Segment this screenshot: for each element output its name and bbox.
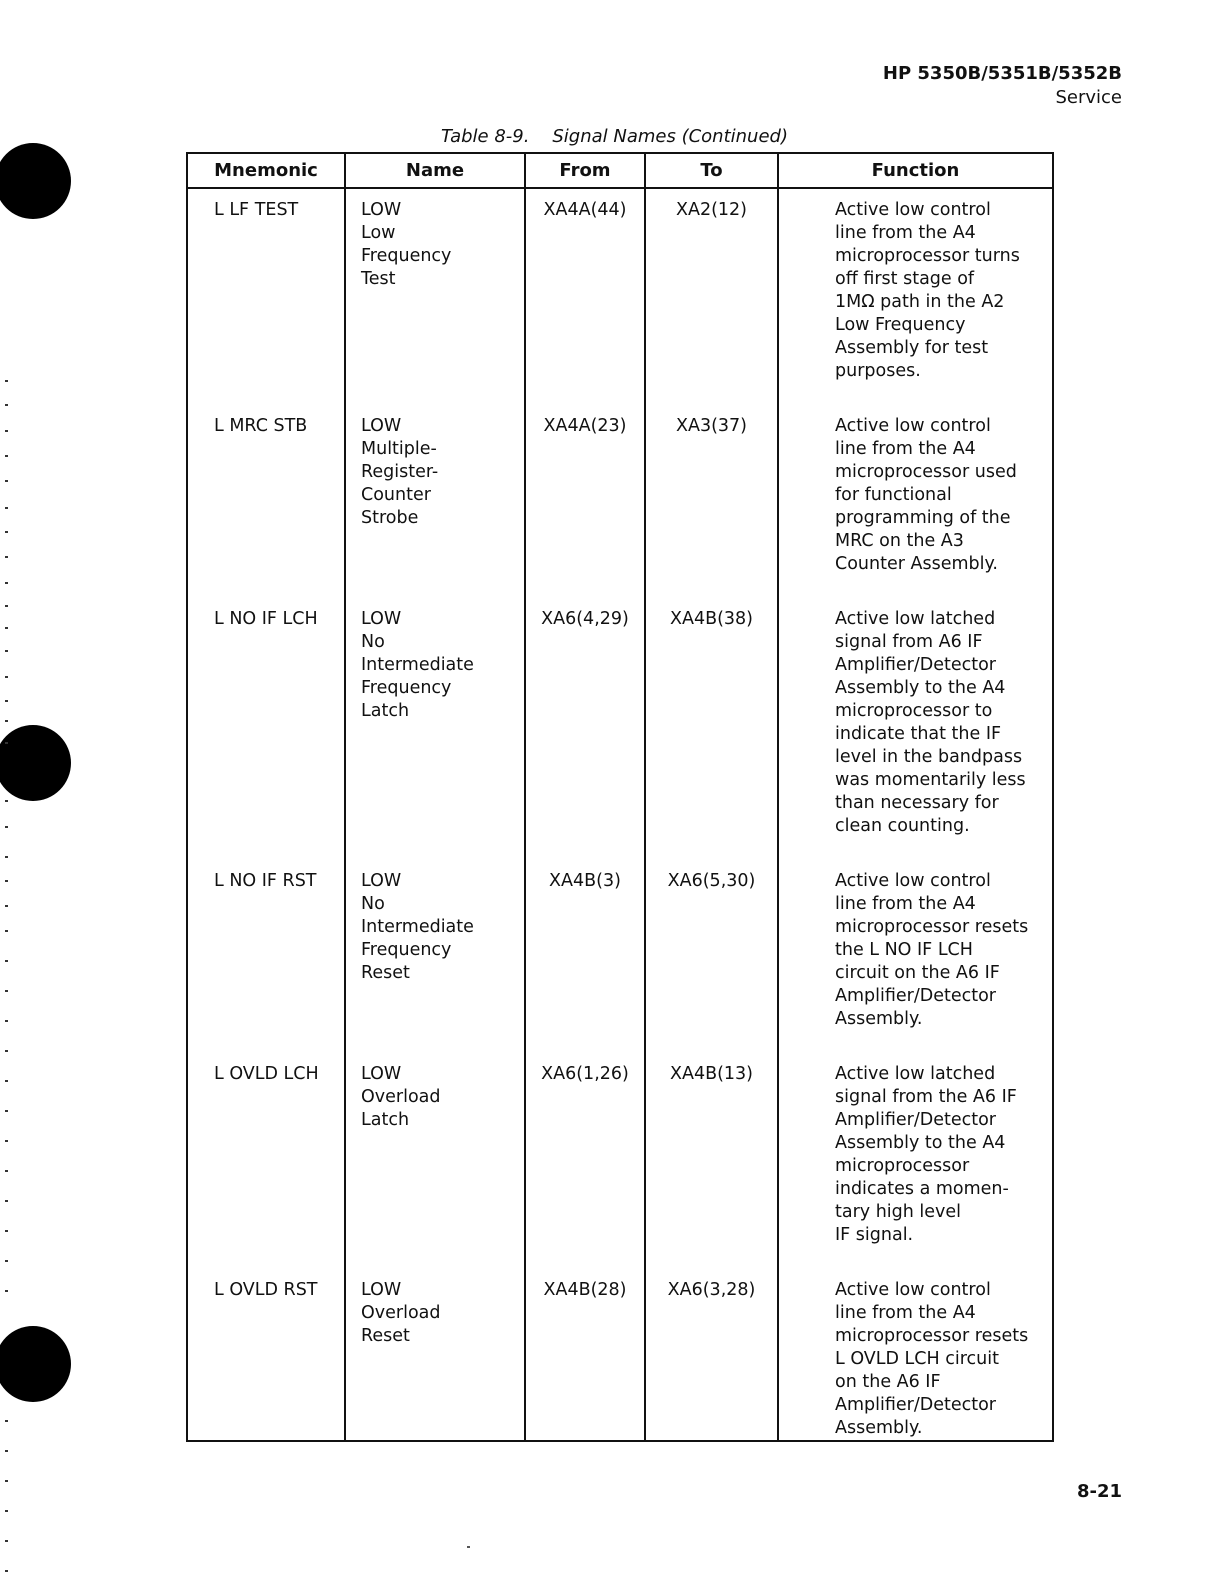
function-line: Amplifier/Detector <box>835 986 996 1006</box>
to-cell: XA6(5,30) <box>645 860 778 1053</box>
to-cell: XA4B(38) <box>645 598 778 860</box>
name-line: Reset <box>361 1326 410 1346</box>
function-line: 1MΩ path in the A2 <box>835 292 1005 312</box>
name-cell <box>345 405 525 598</box>
scan-speck <box>467 1546 470 1548</box>
function-line: purposes. <box>835 361 921 381</box>
mnemonic-cell: L NO IF RST <box>187 860 345 1053</box>
function-cell <box>778 1053 1053 1269</box>
scan-tick <box>5 1570 8 1572</box>
table-body <box>187 188 1053 1441</box>
scan-tick <box>5 930 8 932</box>
function-line: microprocessor to <box>835 701 993 721</box>
scan-tick <box>5 826 8 828</box>
function-line: on the A6 IF <box>835 1372 941 1392</box>
scan-tick <box>5 1050 8 1052</box>
scan-tick <box>5 1020 8 1022</box>
name-line: LOW <box>361 609 402 629</box>
scan-tick <box>5 1140 8 1142</box>
function-line: line from the A4 <box>835 1303 976 1323</box>
function-line: signal from A6 IF <box>835 632 983 652</box>
to-cell: XA2(12) <box>645 188 778 405</box>
page-header <box>883 62 1122 110</box>
function-line: line from the A4 <box>835 439 976 459</box>
name-line: No <box>361 632 385 652</box>
function-line: than necessary for <box>835 793 999 813</box>
function-line: L OVLD LCH circuit <box>835 1349 999 1369</box>
name-line: LOW <box>361 871 402 891</box>
column-header-mnemonic: Mnemonic <box>187 153 345 188</box>
name-line: Overload <box>361 1087 441 1107</box>
scan-tick <box>5 1260 8 1262</box>
table-row <box>187 405 1053 598</box>
header-model: HP 5350B/5351B/5352B <box>882 63 1122 84</box>
scan-tick <box>5 1450 8 1452</box>
function-line: Counter Assembly. <box>835 554 998 574</box>
table-row <box>187 1053 1053 1269</box>
mnemonic-cell: L OVLD LCH <box>187 1053 345 1269</box>
scan-tick <box>5 1170 8 1172</box>
function-line: indicate that the IF <box>835 724 1002 744</box>
caption-title: Signal Names (Continued) <box>552 126 788 147</box>
scan-tick <box>5 605 8 607</box>
name-line: Reset <box>361 963 410 983</box>
scan-tick <box>5 650 8 652</box>
scan-tick <box>5 582 8 584</box>
function-line: Amplifier/Detector <box>835 1395 996 1415</box>
scan-tick <box>5 507 8 509</box>
scan-tick <box>5 1110 8 1112</box>
name-line: Intermediate <box>361 917 474 937</box>
function-line: level in the bandpass <box>835 747 1023 767</box>
name-line: Frequency <box>361 678 452 698</box>
scan-tick <box>5 380 8 382</box>
table-row <box>187 1269 1053 1441</box>
function-line: line from the A4 <box>835 894 976 914</box>
function-line: clean counting. <box>835 816 970 836</box>
function-line: Assembly to the A4 <box>835 1133 1006 1153</box>
scan-tick <box>5 455 8 457</box>
scan-tick <box>5 676 8 678</box>
scan-tick <box>5 960 8 962</box>
scan-tick <box>5 1230 8 1232</box>
from-cell: XA4B(3) <box>525 860 645 1053</box>
scan-tick <box>5 1480 8 1482</box>
binder-hole-middle <box>0 725 71 801</box>
column-header-to: To <box>645 153 778 188</box>
to-cell: XA6(3,28) <box>645 1269 778 1441</box>
from-cell: XA6(4,29) <box>525 598 645 860</box>
scan-tick <box>5 1420 8 1422</box>
function-line: Active low latched <box>835 609 996 629</box>
function-line: was momentarily less <box>835 770 1026 790</box>
name-cell <box>345 860 525 1053</box>
function-line: circuit on the A6 IF <box>835 963 1000 983</box>
function-line: signal from the A6 IF <box>835 1087 1017 1107</box>
name-line: Test <box>361 269 396 289</box>
name-line: Frequency <box>361 940 452 960</box>
function-line: line from the A4 <box>835 223 976 243</box>
scan-tick <box>5 430 8 432</box>
name-line: LOW <box>361 1064 402 1084</box>
from-cell: XA4A(44) <box>525 188 645 405</box>
name-line: LOW <box>361 1280 402 1300</box>
column-header-from: From <box>525 153 645 188</box>
name-cell <box>345 1053 525 1269</box>
scan-tick <box>5 990 8 992</box>
name-line: Frequency <box>361 246 452 266</box>
scan-tick <box>5 742 8 744</box>
name-cell <box>345 188 525 405</box>
scan-tick <box>5 1080 8 1082</box>
function-line: Amplifier/Detector <box>835 655 996 675</box>
mnemonic-cell: L OVLD RST <box>187 1269 345 1441</box>
header-section: Service <box>1055 87 1122 108</box>
function-line: microprocessor turns <box>835 246 1020 266</box>
binder-hole-bottom <box>0 1326 71 1402</box>
table-row <box>187 860 1053 1053</box>
from-cell: XA4B(28) <box>525 1269 645 1441</box>
scan-tick <box>5 856 8 858</box>
to-cell: XA3(37) <box>645 405 778 598</box>
function-line: Assembly for test <box>835 338 989 358</box>
caption-number: Table 8-9. <box>440 126 530 147</box>
function-line: Active low control <box>835 1280 991 1300</box>
name-line: Intermediate <box>361 655 474 675</box>
to-cell: XA4B(13) <box>645 1053 778 1269</box>
scan-tick <box>5 556 8 558</box>
function-line: indicates a momen- <box>835 1179 1009 1199</box>
name-line: Overload <box>361 1303 441 1323</box>
scan-tick <box>5 627 8 629</box>
function-cell <box>778 405 1053 598</box>
from-cell: XA4A(23) <box>525 405 645 598</box>
binder-hole-top <box>0 143 71 219</box>
function-line: Assembly. <box>835 1418 923 1438</box>
scan-tick <box>5 720 8 722</box>
function-cell <box>778 860 1053 1053</box>
name-line: LOW <box>361 200 402 220</box>
scan-tick <box>5 800 8 802</box>
column-header-name: Name <box>345 153 525 188</box>
function-line: off first stage of <box>835 269 975 289</box>
table-caption <box>0 126 1229 147</box>
function-line: Assembly to the A4 <box>835 678 1006 698</box>
scan-tick <box>5 1510 8 1512</box>
function-line: microprocessor <box>835 1156 970 1176</box>
function-line: Active low latched <box>835 1064 996 1084</box>
name-line: LOW <box>361 416 402 436</box>
function-cell <box>778 1269 1053 1441</box>
from-cell: XA6(1,26) <box>525 1053 645 1269</box>
page-number: 8-21 <box>1076 1481 1122 1502</box>
table-row <box>187 598 1053 860</box>
function-line: Low Frequency <box>835 315 966 335</box>
function-line: Assembly. <box>835 1009 923 1029</box>
table-row <box>187 188 1053 405</box>
name-line: Latch <box>361 1110 410 1130</box>
name-cell <box>345 598 525 860</box>
scan-tick <box>5 1540 8 1542</box>
function-line: Active low control <box>835 416 991 436</box>
scan-tick <box>5 480 8 482</box>
function-line: programming of the <box>835 508 1011 528</box>
scan-tick <box>5 404 8 406</box>
function-line: Active low control <box>835 200 991 220</box>
mnemonic-cell: L NO IF LCH <box>187 598 345 860</box>
function-line: microprocessor used <box>835 462 1017 482</box>
scan-tick <box>5 1290 8 1292</box>
name-line: Counter <box>361 485 431 505</box>
function-line: Amplifier/Detector <box>835 1110 996 1130</box>
name-line: Low <box>361 223 396 243</box>
mnemonic-cell: L MRC STB <box>187 405 345 598</box>
scan-tick <box>5 905 8 907</box>
scan-tick <box>5 531 8 533</box>
function-line: MRC on the A3 <box>835 531 964 551</box>
name-line: Register- <box>361 462 439 482</box>
function-line: microprocessor resets <box>835 917 1029 937</box>
scan-tick <box>5 1200 8 1202</box>
function-line: Active low control <box>835 871 991 891</box>
function-line: the L NO IF LCH <box>835 940 973 960</box>
table-header-row <box>187 153 1053 188</box>
function-line: for functional <box>835 485 952 505</box>
function-line: tary high level <box>835 1202 962 1222</box>
name-line: Strobe <box>361 508 419 528</box>
scan-tick <box>5 880 8 882</box>
scan-tick <box>5 700 8 702</box>
function-cell <box>778 188 1053 405</box>
function-cell <box>778 598 1053 860</box>
name-line: No <box>361 894 385 914</box>
name-line: Latch <box>361 701 410 721</box>
signal-names-table <box>186 152 1054 1442</box>
name-line: Multiple- <box>361 439 437 459</box>
function-line: microprocessor resets <box>835 1326 1029 1346</box>
function-line: IF signal. <box>835 1225 914 1245</box>
mnemonic-cell: L LF TEST <box>187 188 345 405</box>
name-cell <box>345 1269 525 1441</box>
column-header-function: Function <box>778 153 1053 188</box>
